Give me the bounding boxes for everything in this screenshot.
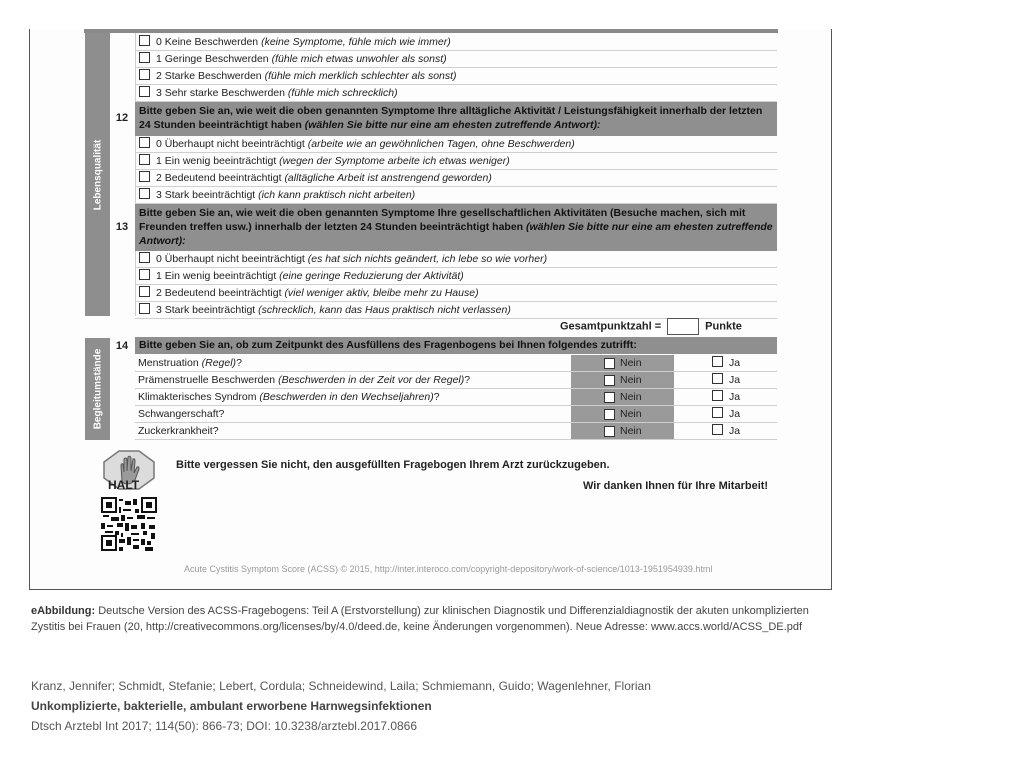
option-detail: (schrecklich, kann das Haus praktisch nicht verlassen) xyxy=(258,304,511,316)
citation-title: Unkomplizierte, bakterielle, ambulant erworbene Harnwegsinfektionen xyxy=(31,699,432,713)
q11-option-0[interactable] xyxy=(135,34,777,51)
q13-option-0[interactable] xyxy=(135,251,777,268)
checkbox[interactable] xyxy=(139,171,150,182)
option-label: 3 Stark beeinträchtigt xyxy=(156,189,256,201)
q13-option-1[interactable] xyxy=(135,268,777,285)
q12-text: Bitte geben Sie an, wie weit die oben genannten Symptome Ihre alltägliche Aktivität / Leistungsfähigkeit innerhalb der letzten 24 Stunden beeinträchtigt haben xyxy=(139,105,763,131)
checkbox[interactable] xyxy=(139,137,150,148)
option-detail: (alltägliche Arbeit ist anstrengend geworden) xyxy=(284,172,492,184)
yes-label: Ja xyxy=(729,425,741,437)
yes-label: Ja xyxy=(729,408,741,420)
no-option[interactable] xyxy=(571,406,674,422)
q13-question xyxy=(135,204,777,251)
option-detail: (keine Symptome, fühle mich wie immer) xyxy=(261,36,451,48)
yes-label: Ja xyxy=(729,374,741,386)
yes-option[interactable] xyxy=(712,406,740,423)
q12-number: 12 xyxy=(115,112,129,124)
row-label: Zuckerkrankheit? xyxy=(138,425,219,437)
q12-question xyxy=(135,102,777,136)
row-question xyxy=(138,406,224,423)
q14-row xyxy=(135,406,777,423)
q12-hint: (wählen Sie bitte nur eine am ehesten zutreffende Antwort): xyxy=(304,119,601,131)
checkbox[interactable] xyxy=(139,52,150,63)
q14-question: Bitte geben Sie an, ob zum Zeitpunkt des Ausfüllens des Fragenbogens bei Ihnen folgendes zutrifft: xyxy=(135,337,777,354)
q14-row xyxy=(135,389,777,406)
option-label: 2 Bedeutend beeinträchtigt xyxy=(156,172,282,184)
checkbox-yes[interactable] xyxy=(712,390,723,401)
checkbox-no[interactable] xyxy=(604,392,615,403)
checkbox-no[interactable] xyxy=(604,426,615,437)
q12-option-2[interactable] xyxy=(135,170,777,187)
section-bar-conditions xyxy=(85,338,110,440)
option-detail: (ich kann praktisch nicht arbeiten) xyxy=(258,189,416,201)
q13-text: Bitte geben Sie an, wie weit die oben genannten Symptome Ihre gesellschaftlichen Aktivitäten (Besuche machen, sich mit Freunden treffen usw.) innerhalb der letzten 24 Stunden beeinträchtigt haben xyxy=(139,207,746,233)
no-option[interactable] xyxy=(571,372,674,388)
option-detail: (es hat sich nichts geändert, ich lebe so wie vorher) xyxy=(307,253,548,265)
figure-caption xyxy=(31,603,821,635)
q13-number: 13 xyxy=(115,221,129,233)
checkbox-no[interactable] xyxy=(604,358,615,369)
row-question xyxy=(138,372,470,389)
checkbox-yes[interactable] xyxy=(712,407,723,418)
row-question xyxy=(138,423,219,440)
option-detail: (eine geringe Reduzierung der Aktivität) xyxy=(279,270,464,282)
checkbox[interactable] xyxy=(139,35,150,46)
option-label: 2 Starke Beschwerden xyxy=(156,70,262,82)
caption-text: Deutsche Version des ACSS-Fragebogens: Teil A (Erstvorstellung) zur klinischen Diagnostik und Differenzialdiagnostik der akuten unkomplizierten Zystitis bei Frauen (20, http://creativecommons.org/licenses/by/4.0/deed.de, keine Änderungen vorgenommen). Neue Adresse: www.accs.world/ACSS_DE.pdf xyxy=(31,605,809,633)
q13-hint: (wählen Sie bitte nur eine am ehesten zutreffende Antwort): xyxy=(139,221,773,247)
q14-row xyxy=(135,423,777,440)
q12-option-1[interactable] xyxy=(135,153,777,170)
section-label-conditions: Begleitumstände xyxy=(92,348,103,430)
checkbox[interactable] xyxy=(139,188,150,199)
total-input[interactable] xyxy=(667,318,699,335)
option-detail: (arbeite wie an gewöhnlichen Tagen, ohne Beschwerden) xyxy=(307,138,575,150)
row-question xyxy=(138,389,440,406)
option-detail: (wegen der Symptome arbeite ich etwas weniger) xyxy=(279,155,510,167)
row-label: Prämenstruelle Beschwerden xyxy=(138,374,276,386)
option-label: 0 Keine Beschwerden xyxy=(156,36,259,48)
option-label: 1 Ein wenig beeinträchtigt xyxy=(156,155,277,167)
total-label: Gesamtpunktzahl = xyxy=(560,320,662,333)
checkbox-yes[interactable] xyxy=(712,424,723,435)
citation-source: Dtsch Arztebl Int 2017; 114(50): 866-73; DOI: 10.3238/arztebl.2017.0866 xyxy=(31,719,418,733)
q14-number: 14 xyxy=(115,340,129,352)
option-label: 1 Geringe Beschwerden xyxy=(156,53,269,65)
qr-code-icon xyxy=(101,497,157,551)
yes-option[interactable] xyxy=(712,355,740,372)
checkbox[interactable] xyxy=(139,303,150,314)
checkbox[interactable] xyxy=(139,154,150,165)
no-option[interactable] xyxy=(571,423,674,439)
no-label: Nein xyxy=(620,425,642,437)
no-label: Nein xyxy=(620,374,642,386)
yes-option[interactable] xyxy=(712,372,740,389)
row-end: ? xyxy=(236,357,242,369)
number-column xyxy=(110,33,136,316)
row-end: ? xyxy=(464,374,471,386)
checkbox[interactable] xyxy=(139,252,150,263)
total-score xyxy=(560,318,742,335)
yes-option[interactable] xyxy=(712,423,740,440)
row-question xyxy=(138,355,242,372)
row-detail: (Regel) xyxy=(201,357,237,369)
caption-lead: eAbbildung: xyxy=(31,605,96,617)
row-label: Schwangerschaft? xyxy=(138,408,225,420)
option-label: 3 Stark beeinträchtigt xyxy=(156,304,256,316)
citation-authors: Kranz, Jennifer; Schmidt, Stefanie; Lebert, Cordula; Schneidewind, Laila; Schmiemann, Guido; Wagenlehner, Florian xyxy=(31,679,651,693)
q14-row xyxy=(135,372,777,389)
option-label: 1 Ein wenig beeinträchtigt xyxy=(156,270,277,282)
row-end: ? xyxy=(433,391,440,403)
yes-label: Ja xyxy=(729,391,741,403)
yes-label: Ja xyxy=(729,357,741,369)
option-detail: (fühle mich merklich schlechter als sonst) xyxy=(264,70,457,82)
checkbox[interactable] xyxy=(139,286,150,297)
return-reminder: Bitte vergessen Sie nicht, den ausgefüllten Fragebogen Ihrem Arzt zurückzugeben. xyxy=(176,459,610,471)
checkbox[interactable] xyxy=(139,69,150,80)
option-detail: (fühle mich schrecklich) xyxy=(287,87,398,99)
checkbox-no[interactable] xyxy=(604,375,615,386)
row-detail: (Beschwerden in der Zeit vor der Regel) xyxy=(278,374,465,386)
halt-label: HALT xyxy=(108,478,140,492)
copyright-line: Acute Cystitis Symptom Score (ACSS) © 2015, http://inter.interoco.com/copyright-depository/work-of-science/1013-1951954939.html xyxy=(184,564,713,574)
option-label: 3 Sehr starke Beschwerden xyxy=(156,87,285,99)
checkbox-yes[interactable] xyxy=(712,356,723,367)
option-detail: (fühle mich etwas unwohler als sonst) xyxy=(271,53,447,65)
option-label: 0 Überhaupt nicht beeinträchtigt xyxy=(156,253,305,265)
q12-option-0[interactable] xyxy=(135,136,777,153)
total-unit: Punkte xyxy=(705,320,742,333)
checkbox-no[interactable] xyxy=(604,409,615,420)
no-option[interactable] xyxy=(571,355,674,371)
top-divider xyxy=(84,29,778,33)
q14-row xyxy=(135,355,777,372)
checkbox-yes[interactable] xyxy=(712,373,723,384)
option-detail: (viel weniger aktiv, bleibe mehr zu Hause) xyxy=(284,287,479,299)
thanks-note: Wir danken Ihnen für Ihre Mitarbeit! xyxy=(583,480,769,492)
section-label-quality: Lebensqualität xyxy=(92,139,103,210)
row-label: Menstruation xyxy=(138,357,199,369)
option-label: 2 Bedeutend beeinträchtigt xyxy=(156,287,282,299)
q12-option-3[interactable] xyxy=(135,187,777,204)
q11-option-2[interactable] xyxy=(135,68,777,85)
option-label: 0 Überhaupt nicht beeinträchtigt xyxy=(156,138,305,150)
q13-option-2[interactable] xyxy=(135,285,777,302)
q13-option-3[interactable] xyxy=(135,302,777,319)
no-label: Nein xyxy=(620,357,642,369)
yes-option[interactable] xyxy=(712,389,740,406)
row-detail: (Beschwerden in den Wechseljahren) xyxy=(259,391,434,403)
row-label: Klimakterisches Syndrom xyxy=(138,391,257,403)
no-label: Nein xyxy=(620,408,642,420)
checkbox[interactable] xyxy=(139,269,150,280)
section-bar-quality xyxy=(85,33,110,316)
checkbox[interactable] xyxy=(139,86,150,97)
no-option[interactable] xyxy=(571,389,674,405)
q11-option-3[interactable] xyxy=(135,85,777,102)
q11-option-1[interactable] xyxy=(135,51,777,68)
no-label: Nein xyxy=(620,391,642,403)
